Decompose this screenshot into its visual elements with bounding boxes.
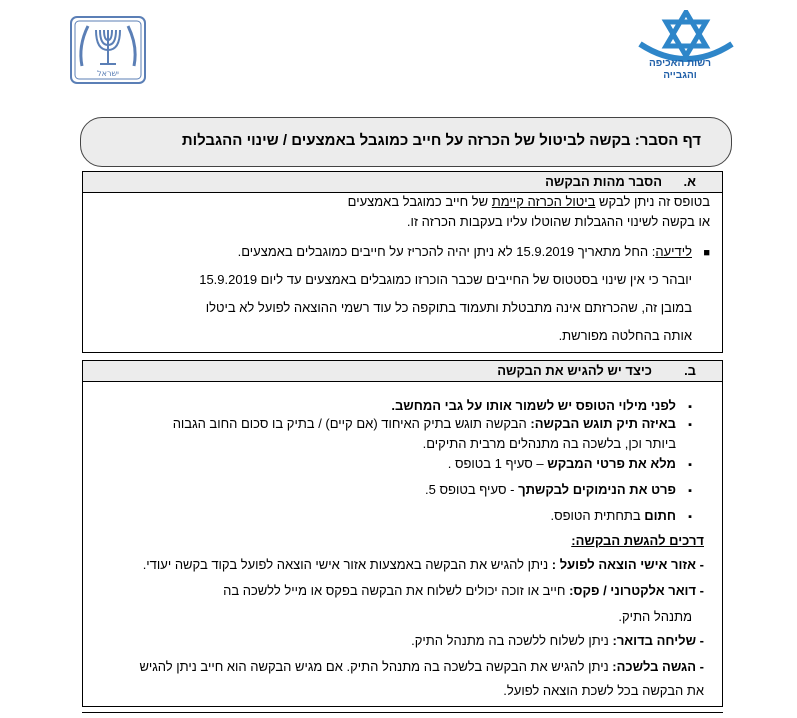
list-item: חתום בתחתית הטופס. xyxy=(550,508,676,523)
method-item: - שליחה בדואר: ניתן לשלוח ללשכה בה מתנהל התיק. xyxy=(411,633,704,648)
p1-underlined: ביטול הכרזה קיימת xyxy=(491,194,596,209)
bullet-icon: ▪ xyxy=(688,511,692,523)
agency-name-line2: והגבייה xyxy=(663,70,697,81)
section-a-box xyxy=(82,171,723,353)
next-section-edge xyxy=(82,712,723,718)
bullet-icon: ▪ xyxy=(688,485,692,497)
list-item: באיזה תיק תוגש הבקשה: הבקשה תוגש בתיק האיחוד (אם קיים) / בתיק בו סכום החוב הגבוה xyxy=(172,416,676,431)
note-label: לידיעה xyxy=(655,244,692,259)
title-box xyxy=(80,117,732,167)
method-item: - אזור אישי הוצאה לפועל : ניתן להגיש את הבקשה באמצעות אזור אישי הוצאה לפועל בקוד בקשה יעודי. xyxy=(142,557,704,572)
bullet-icon: ■ xyxy=(703,247,710,259)
list-item: פרט את הנימוקים לבקשתך - סעיף בטופס 5. xyxy=(425,482,676,497)
agency-name-line1: רשות האכיפה xyxy=(649,58,711,69)
section-b-letter: ב. xyxy=(684,363,696,378)
agency-name xyxy=(636,58,724,82)
section-a-header xyxy=(83,172,722,193)
note-text-1: : החל מתאריך 15.9.2019 לא ניתן יהיה להכריז על חייבים כמוגבלים באמצעים. xyxy=(237,244,656,259)
emblem-text: ישראל xyxy=(97,69,119,78)
list-item: מלא את פרטי המבקש – סעיף 1 בטופס . xyxy=(447,456,676,471)
note-line-1 xyxy=(238,244,692,259)
bullet-icon: ▪ xyxy=(688,401,692,413)
bullet-icon: ▪ xyxy=(688,419,692,431)
bullet-icon: ▪ xyxy=(688,459,692,471)
state-emblem-icon xyxy=(70,16,146,84)
note-line-4: אותה בהחלטה מפורשת. xyxy=(558,328,692,343)
section-b-heading: כיצד יש להגיש את הבקשה xyxy=(497,363,652,378)
method-item: - דואר אלקטרוני / פקס: חייב או זוכה יכולים לשלוח את הבקשה בפקס או מייל ללשכה בה xyxy=(223,583,704,598)
list-item-continuation: ביותר וכן, בלשכה בה מתנהלים מרבית התיקים. xyxy=(422,436,676,451)
section-a-paragraph-2: או בקשה לשינוי ההגבלות שהוטלו עליו בעקבות הכרזה זו. xyxy=(406,214,710,229)
p1-suffix: של חייב כמוגבל באמצעים xyxy=(347,194,492,209)
section-b-box xyxy=(82,360,723,707)
page-title: דף הסבר: בקשה לביטול של הכרזה על חייב כמוגבל באמצעים / שינוי ההגבלות xyxy=(181,132,701,149)
section-a-paragraph-1 xyxy=(348,194,710,209)
enforcement-agency-logo-icon xyxy=(636,10,736,98)
section-b-header xyxy=(83,361,722,382)
methods-heading: דרכים להגשת הבקשה: xyxy=(571,533,704,548)
section-a-heading: הסבר מהות הבקשה xyxy=(545,174,662,189)
method-item: - הגשה בלשכה: ניתן להגיש את הבקשה בלשכה בה מתנהל התיק. אם מגיש הבקשה הוא חייב ניתן להגיש xyxy=(139,659,704,674)
list-item: לפני מילוי הטופס יש לשמור אותו על גבי המחשב. xyxy=(391,398,676,413)
p1-prefix: בטופס זה ניתן לבקש xyxy=(595,194,710,209)
note-line-2: יובהר כי אין שינוי בסטטוס של החייבים שכבר הוכרזו כמוגבלים באמצעים עד ליום 15.9.2019 xyxy=(199,272,692,287)
section-a-letter: א. xyxy=(683,174,696,189)
method-item-continuation: מתנהל התיק. xyxy=(618,609,692,624)
note-line-3: במובן זה, שהכרזתם אינה מתבטלת ותעמוד בתוקפה כל עוד רשמי ההוצאה לפועל לא ביטלו xyxy=(205,300,692,315)
method-item-continuation: את הבקשה בכל לשכת הוצאה לפועל. xyxy=(503,683,704,698)
